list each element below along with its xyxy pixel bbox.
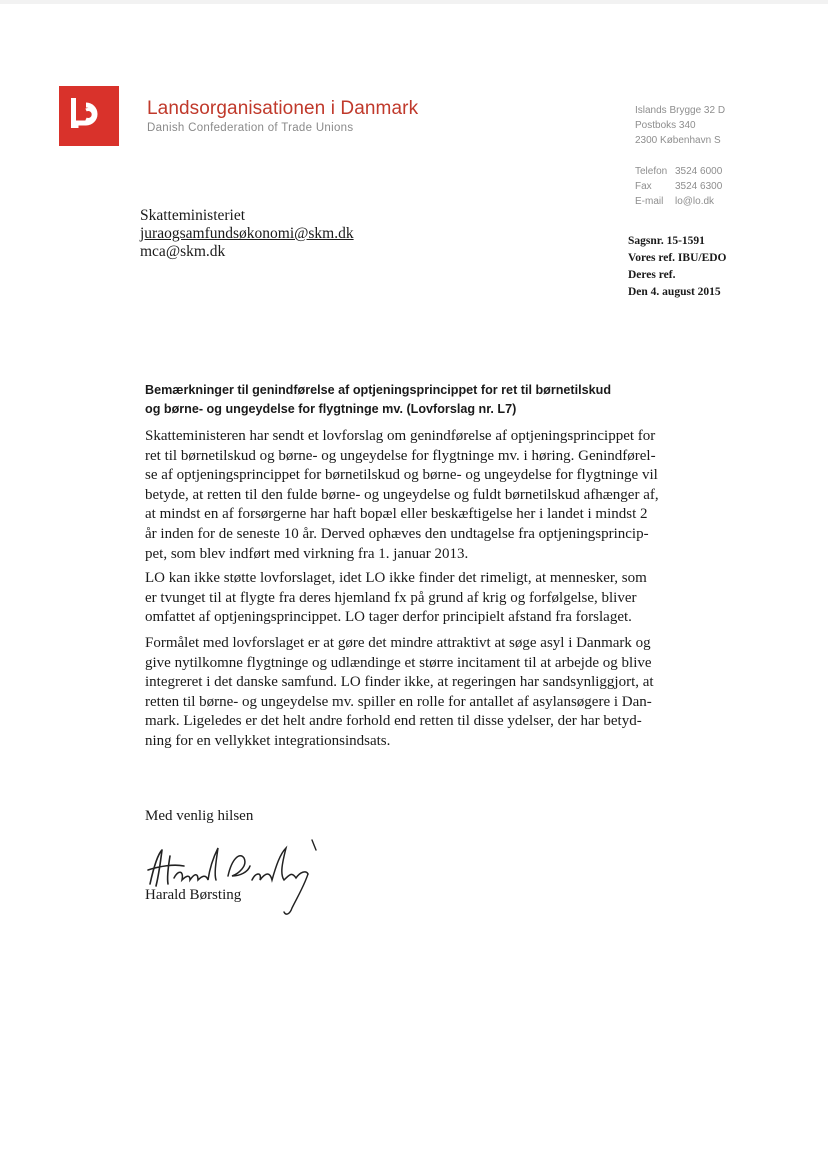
- fax-row: [635, 179, 725, 194]
- text-line: give nytilkomne flygtninge og udlændinge et større incitament til at arbejde og blive: [145, 654, 652, 671]
- org-name: Landsorganisationen i Danmark: [147, 98, 419, 119]
- reference-block: [628, 233, 727, 301]
- recipient-email-link[interactable]: juraogsamfundsøkonomi@skm.dk: [140, 225, 354, 242]
- subject-line: Bemærkninger til genindførelse af optjeningsprincippet for ret til børnetilskud: [145, 383, 612, 397]
- address-line: Postboks 340: [635, 120, 696, 131]
- subject-line: og børne- og ungeydelse for flygtninge mv. (Lovforslag nr. L7): [145, 401, 517, 416]
- text-line: retten til børne- og ungeydelse mv. spiller en rolle for antallet af asylansøgere i Dan-: [145, 693, 652, 710]
- signer-name: Harald Børsting: [145, 887, 242, 903]
- body-paragraph-1: [145, 427, 685, 564]
- text-line: pet, som blev indført med virkning fra 1. januar 2013.: [145, 545, 469, 562]
- recipient-name: Skatteministeriet: [140, 207, 246, 224]
- handwritten-signature: [140, 836, 330, 926]
- closing-greeting: Med venlig hilsen: [145, 808, 254, 824]
- fax-value: 3524 6300: [675, 181, 723, 192]
- your-reference: Deres ref.: [628, 269, 676, 281]
- text-line: ret til børnetilskud og børne- og ungeydelse for flygtninge mv. i høring. Genindførel-: [145, 447, 656, 464]
- text-line: mark. Ligeledes er det helt andre forhold end retten til disse ydelser, der har betyd-: [145, 713, 642, 730]
- org-subtitle: Danish Confederation of Trade Unions: [147, 122, 354, 134]
- email-label: E-mail: [635, 196, 664, 207]
- text-line: integreret i det danske samfund. LO finder ikke, at regeringen har sandsynliggjort, at: [145, 674, 654, 691]
- our-reference: Vores ref. IBU/EDO: [628, 252, 727, 264]
- letter-date: Den 4. august 2015: [628, 286, 721, 298]
- lo-logo: [59, 86, 119, 146]
- text-line: år inden for de seneste 10 år. Derved ophæves den undtagelse fra optjeningsprincip-: [145, 525, 649, 542]
- text-line: Skatteministeren har sendt et lovforslag om genindførelse af optjeningsprincippet for: [145, 428, 656, 444]
- text-line: betyde, at retten til den fulde børne- og ungeydelse og fuldt børnetilskud afhænger af,: [145, 486, 659, 503]
- phone-row: [635, 164, 725, 179]
- svg-text:lo: [89, 134, 90, 135]
- recipient-block: [140, 207, 354, 261]
- fax-label: Fax: [635, 181, 652, 192]
- email-row: [635, 194, 725, 209]
- recipient-email: mca@skm.dk: [140, 243, 226, 260]
- text-line: at mindst en af forsørgerne har haft bopæl eller beskæftigelse her i landet i mindst 2: [145, 506, 648, 523]
- text-line: se af optjeningsprincippet for børnetilskud og børne- og ungeydelse for flygtninge vil: [145, 467, 658, 484]
- address-line: 2300 København S: [635, 135, 721, 146]
- text-line: ning for en vellykket integrationsindsats.: [145, 732, 391, 749]
- address-line: Islands Brygge 32 D: [635, 105, 726, 116]
- case-number: Sagsnr. 15-1591: [628, 235, 705, 247]
- page-edge: [0, 0, 828, 4]
- text-line: er tvunget til at flygte fra deres hjemland fx på grund af krig og forfølgelse, bliver: [145, 589, 637, 606]
- contact-block: [635, 103, 725, 209]
- email-value: lo@lo.dk: [675, 196, 715, 207]
- body-paragraph-2: [145, 569, 685, 628]
- subject-heading: [145, 381, 705, 418]
- text-line: Formålet med lovforslaget er at gøre det mindre attraktivt at søge asyl i Danmark og: [145, 635, 651, 651]
- phone-label: Telefon: [635, 166, 668, 177]
- text-line: LO kan ikke støtte lovforslaget, idet LO ikke finder det rimeligt, at mennesker, som: [145, 570, 647, 586]
- body-paragraph-3: [145, 634, 685, 752]
- lo-logo-mark-icon: [66, 93, 112, 139]
- text-line: omfattet af optjeningsprincippet. LO tager derfor principielt afstand fra forslaget.: [145, 609, 632, 626]
- signature-icon: [140, 836, 330, 921]
- phone-value: 3524 6000: [675, 166, 723, 177]
